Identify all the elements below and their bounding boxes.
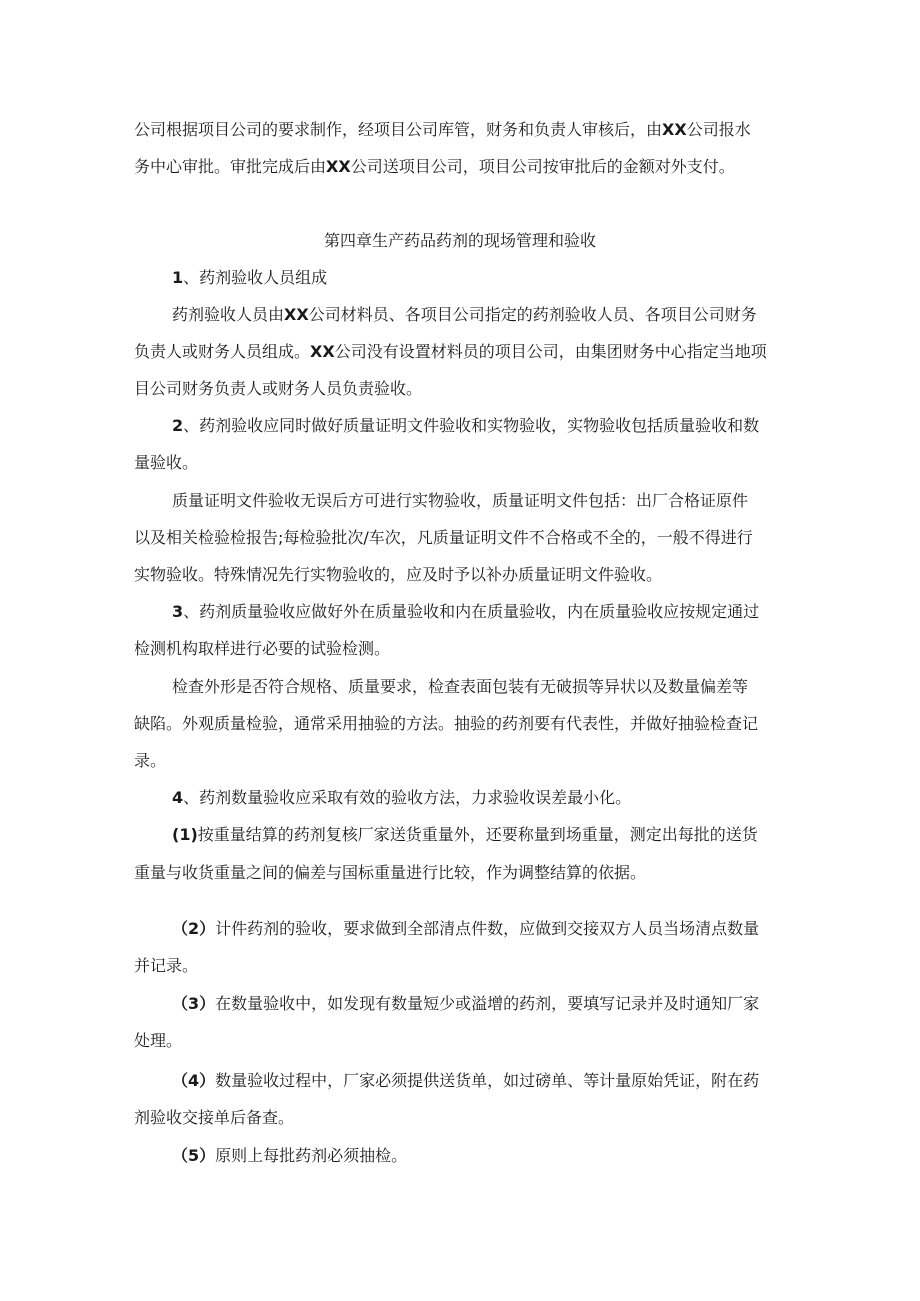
section-1-paragraph-line: 药剂验收人员由XX公司材料员、各项目公司指定的药剂验收人员、各项目公司财务 [172, 305, 757, 324]
section-3-heading: 3、药剂质量验收应做好外在质量验收和内在质量验收，内在质量验收应按规定通过 [172, 602, 760, 621]
list-item-3: （3）在数量验收中，如发现有数量短少或溢增的药剂，要填写记录并及时通知厂家 [172, 994, 760, 1013]
section-2-heading-cont: 量验收。 [134, 453, 199, 472]
section-1-paragraph-line: 目公司财务负责人或财务人员负责验收。 [134, 379, 423, 398]
list-item-4: （4）数量验收过程中，厂家必须提供送货单，如过磅单、等计量原始凭证，附在药 [172, 1071, 760, 1090]
section-3-paragraph-line: 录。 [134, 751, 167, 770]
section-3-paragraph-line: 缺陷。外观质量检验，通常采用抽验的方法。抽验的药剂要有代表性，并做好抽验检查记 [134, 714, 759, 733]
section-2-paragraph-line: 实物验收。特殊情况先行实物验收的，应及时予以补办质量证明文件验收。 [134, 565, 663, 584]
section-2-paragraph-line: 质量证明文件验收无误后方可进行实物验收，质量证明文件包括：出厂合格证原件 [172, 491, 749, 510]
list-item-1: (1)按重量结算的药剂复核厂家送货重量外，还要称量到场重量，测定出每批的送货 [172, 825, 758, 844]
section-3-paragraph-line: 检查外形是否符合规格、质量要求，检查表面包装有无破损等异状以及数量偏差等 [172, 677, 749, 696]
section-2-paragraph-line: 以及相关检验检报告;每检验批次/车次，凡质量证明文件不合格或不全的，一般不得进行 [134, 528, 753, 547]
section-2-heading: 2、药剂验收应同时做好质量证明文件验收和实物验收，实物验收包括质量验收和数 [172, 416, 760, 435]
section-1-heading: 1、药剂验收人员组成 [172, 268, 328, 287]
list-item-5: （5）原则上每批药剂必须抽检。 [172, 1146, 408, 1165]
list-item-2: （2）计件药剂的验收，要求做到全部清点件数，应做到交接双方人员当场清点数量 [172, 919, 760, 938]
intro-line-1: 公司根据项目公司的要求制作，经项目公司库管，财务和负责人审核后，由XX公司报水 [134, 120, 751, 139]
intro-line-2: 务中心审批。审批完成后由XX公司送项目公司，项目公司按审批后的金额对外支付。 [134, 157, 735, 176]
list-item-1-cont: 重量与收货重量之间的偏差与国标重量进行比较，作为调整结算的依据。 [134, 863, 647, 882]
section-1-paragraph-line: 负责人或财务人员组成。XX公司没有设置材料员的项目公司，由集团财务中心指定当地项 [134, 342, 767, 361]
list-item-2-cont: 并记录。 [134, 956, 199, 975]
section-3-heading-cont: 检测机构取样进行必要的试验检测。 [134, 639, 391, 658]
list-item-3-cont: 处理。 [134, 1031, 183, 1050]
list-item-4-cont: 剂验收交接单后备查。 [134, 1108, 295, 1127]
chapter-title: 第四章生产药品药剂的现场管理和验收 [323, 231, 596, 250]
section-4-heading: 4、药剂数量验收应采取有效的验收方法，力求验收误差最小化。 [172, 788, 632, 807]
